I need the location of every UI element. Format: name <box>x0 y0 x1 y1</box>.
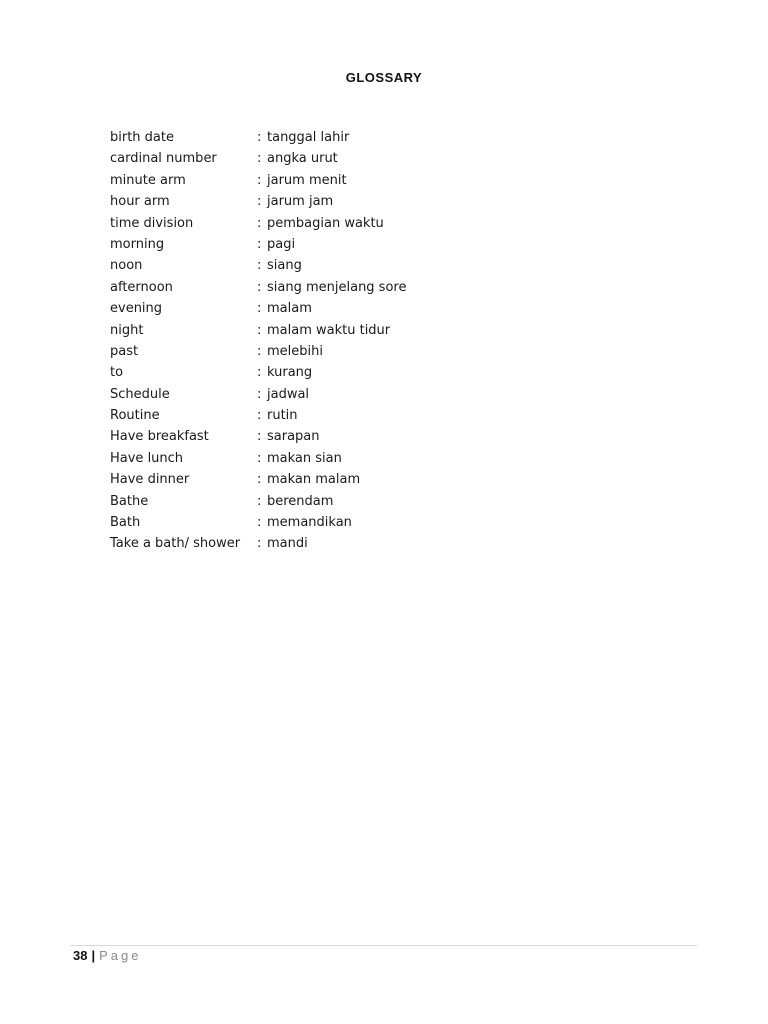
glossary-meaning: makan malam <box>267 472 361 488</box>
glossary-meaning: siang <box>267 258 302 274</box>
glossary-term: Bathe <box>110 493 149 509</box>
glossary-entry <box>110 512 670 533</box>
glossary-separator: : <box>257 130 262 145</box>
glossary-entry <box>110 426 670 447</box>
glossary-entry <box>110 320 670 341</box>
glossary-term: Have lunch <box>110 450 184 466</box>
page-label: Page <box>99 948 142 963</box>
glossary-meaning: tanggal lahir <box>267 130 350 145</box>
glossary-entry <box>110 405 670 426</box>
glossary-entry <box>110 491 670 512</box>
glossary-meaning: kurang <box>267 365 313 381</box>
glossary-term: cardinal number <box>110 151 217 167</box>
glossary-entry <box>110 384 670 405</box>
glossary-entry <box>110 213 670 234</box>
glossary-entry <box>110 170 670 191</box>
glossary-meaning: mandi <box>267 536 308 552</box>
glossary-entry <box>110 362 670 383</box>
glossary-separator: : <box>257 279 262 295</box>
glossary-entry <box>110 277 670 298</box>
glossary-separator: : <box>257 408 262 424</box>
glossary-meaning: angka urut <box>267 151 338 167</box>
footer-divider <box>70 945 697 946</box>
glossary-separator: : <box>257 151 262 167</box>
glossary-separator: : <box>257 536 262 552</box>
glossary-term: Have breakfast <box>110 429 209 445</box>
glossary-term: Schedule <box>110 386 170 402</box>
glossary-meaning: pagi <box>267 236 296 252</box>
glossary-separator: : <box>257 258 262 274</box>
glossary-entry <box>110 448 670 469</box>
glossary-term: minute arm <box>110 172 186 188</box>
glossary-term: afternoon <box>110 279 173 295</box>
glossary-meaning: jadwal <box>267 386 310 402</box>
glossary-entry <box>110 469 670 490</box>
glossary-meaning: makan sian <box>267 450 342 466</box>
glossary-entry <box>110 298 670 319</box>
glossary-separator: : <box>257 429 262 445</box>
glossary-meaning: melebihi <box>267 343 323 359</box>
glossary-meaning: jarum jam <box>267 194 334 210</box>
glossary-separator: : <box>257 301 262 317</box>
glossary-separator: : <box>257 194 262 210</box>
glossary-separator: : <box>257 386 262 402</box>
glossary-meaning: malam waktu tidur <box>267 322 391 338</box>
glossary-meaning: pembagian waktu <box>267 215 384 231</box>
page-number: 38 <box>73 948 88 963</box>
glossary-separator: : <box>257 322 262 338</box>
glossary-title: GLOSSARY <box>345 70 423 85</box>
glossary-entry <box>110 191 670 212</box>
glossary-term: hour arm <box>110 194 170 210</box>
glossary-separator: : <box>257 172 262 188</box>
glossary-term: to <box>110 365 124 381</box>
glossary-separator: : <box>257 515 262 531</box>
glossary-term: morning <box>110 236 165 252</box>
glossary-separator: : <box>257 472 262 488</box>
glossary-meaning: sarapan <box>267 429 320 445</box>
glossary-separator: : <box>257 493 262 509</box>
footer-pipe: | <box>91 948 96 963</box>
glossary-meaning: berendam <box>267 493 334 509</box>
glossary-list <box>110 127 670 555</box>
page-footer <box>73 948 141 964</box>
glossary-meaning: siang menjelang sore <box>267 279 407 295</box>
glossary-entry <box>110 148 670 169</box>
glossary-separator: : <box>257 215 262 231</box>
glossary-meaning: rutin <box>267 408 298 424</box>
glossary-term: night <box>110 322 144 338</box>
glossary-meaning: memandikan <box>267 515 352 531</box>
glossary-term: Bath <box>110 515 141 531</box>
glossary-separator: : <box>257 365 262 381</box>
glossary-separator: : <box>257 343 262 359</box>
glossary-meaning: jarum menit <box>267 172 347 188</box>
glossary-entry <box>110 127 670 148</box>
glossary-term: Routine <box>110 408 160 424</box>
glossary-term: Have dinner <box>110 472 190 488</box>
glossary-entry <box>110 533 670 554</box>
glossary-term: past <box>110 343 139 359</box>
glossary-term: Take a bath/ shower <box>110 536 241 552</box>
glossary-term: time division <box>110 215 194 231</box>
glossary-meaning: malam <box>267 301 312 317</box>
glossary-term: noon <box>110 258 143 274</box>
glossary-separator: : <box>257 236 262 252</box>
glossary-term: birth date <box>110 130 174 145</box>
glossary-entry <box>110 341 670 362</box>
glossary-term: evening <box>110 301 163 317</box>
glossary-separator: : <box>257 450 262 466</box>
glossary-entry <box>110 234 670 255</box>
glossary-entry <box>110 255 670 276</box>
